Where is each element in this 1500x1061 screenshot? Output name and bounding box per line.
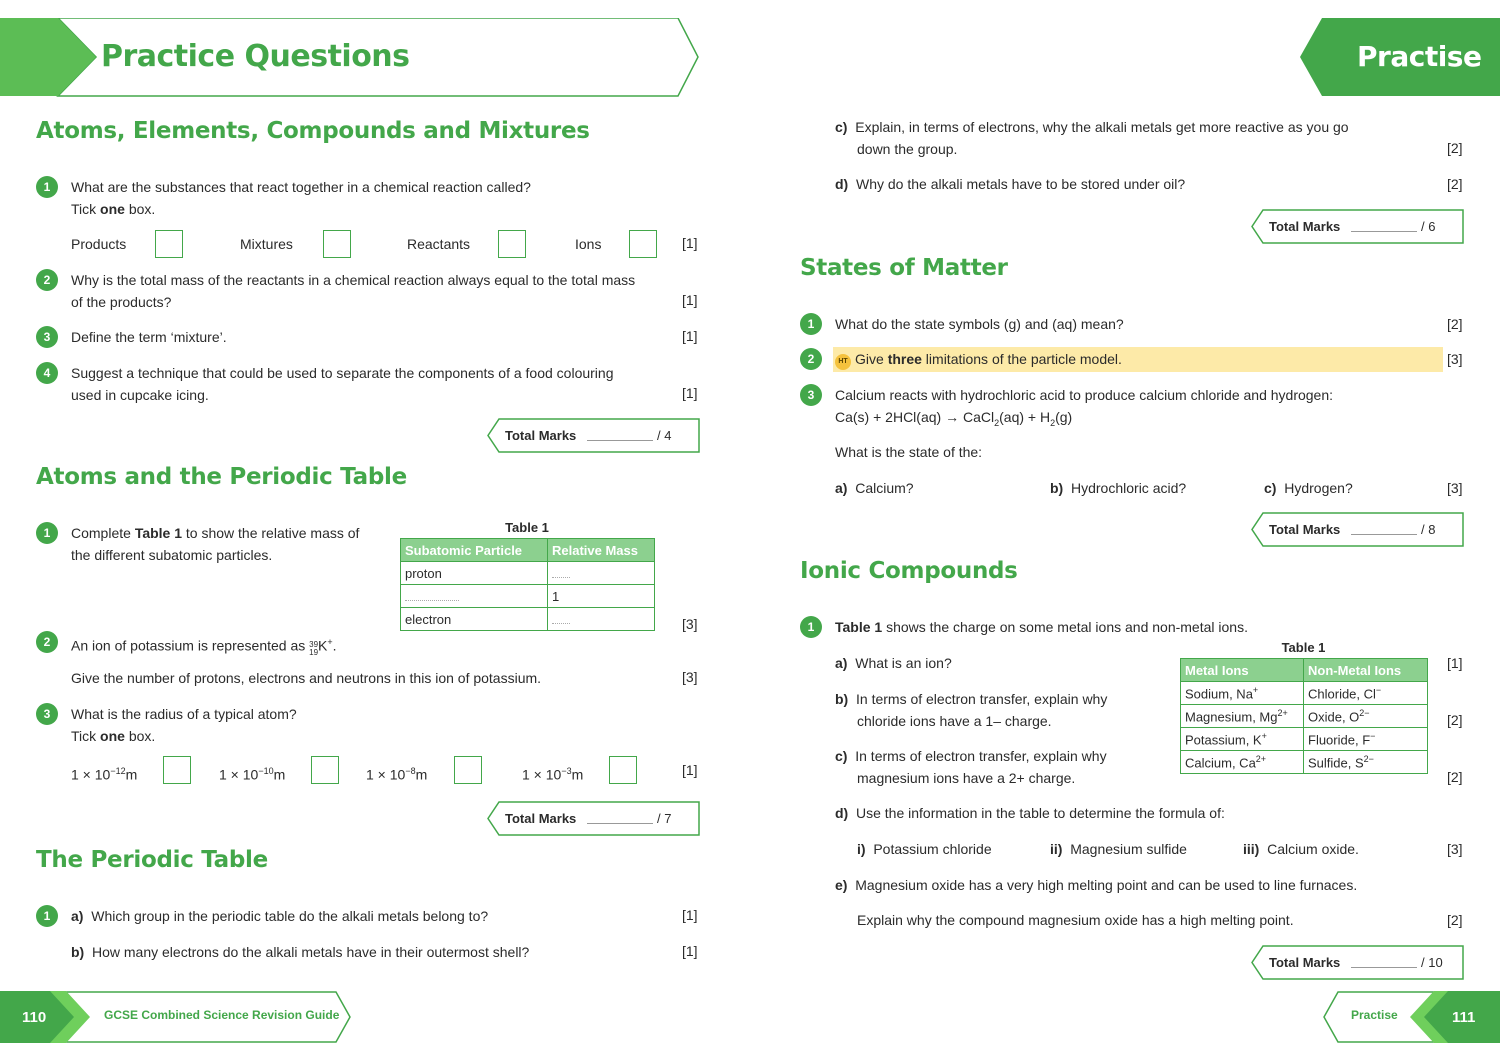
table-row <box>1181 682 1428 705</box>
question-text: d) Why do the alkali metals have to be stored under oil? <box>835 176 1186 192</box>
subatomic-table <box>400 538 655 631</box>
table-header: Subatomic Particle <box>401 539 548 562</box>
right-footer <box>1322 991 1500 1043</box>
sub-question: iii) Calcium oxide. <box>1243 841 1359 857</box>
table-cell: Sodium, Na+ <box>1181 682 1304 705</box>
table-row <box>1181 751 1428 774</box>
question-text: Suggest a technique that could be used to separate the components of a food colouring <box>71 365 614 381</box>
marks: [2] <box>1447 176 1463 192</box>
marks: [1] <box>682 235 698 251</box>
question-number: 1 <box>36 905 58 927</box>
tick-box[interactable] <box>163 756 191 784</box>
option-label: $1 \times 10^{-8}m$ <box>366 766 428 783</box>
total-marks-value: / 8 <box>1421 522 1436 537</box>
total-marks-box <box>1251 945 1464 980</box>
table-header: Metal Ions <box>1181 659 1304 682</box>
section-title: Atoms, Elements, Compounds and Mixtures <box>36 118 590 144</box>
question-number: 2 <box>36 631 58 653</box>
marks: [3] <box>1447 351 1463 367</box>
footer-label: Practise <box>1351 1008 1398 1022</box>
option-label: Products <box>71 236 127 252</box>
marks: [1] <box>682 328 698 344</box>
total-marks-label: Total Marks <box>1269 219 1341 234</box>
option-label: Mixtures <box>240 236 293 252</box>
marks: [3] <box>1447 841 1463 857</box>
question-text: Give the number of protons, electrons and neutrons in this ion of potassium. <box>71 670 542 686</box>
table-header: Relative Mass <box>548 539 655 562</box>
marks: [2] <box>1447 769 1463 785</box>
table-row <box>401 608 655 631</box>
sub-question: chloride ions have a 1– charge. <box>857 713 1052 729</box>
question-text: HT Give three limitations of the particle model. <box>835 349 1122 370</box>
table-header: Non-Metal Ions <box>1304 659 1428 682</box>
marks: [2] <box>1447 140 1463 156</box>
tick-box[interactable] <box>323 230 351 258</box>
marks: [3] <box>1447 480 1463 496</box>
table-row <box>401 562 655 585</box>
sub-question: i) Potassium chloride <box>857 841 992 857</box>
section-title: Atoms and the Periodic Table <box>36 464 407 490</box>
question-number: 4 <box>36 362 58 384</box>
marks: [2] <box>1447 912 1463 928</box>
sub-question: b) Hydrochloric acid? <box>1050 480 1187 496</box>
question-number: 3 <box>36 703 58 725</box>
sub-question: Explain why the compound magnesium oxide has a high melting point. <box>857 912 1294 928</box>
question-text: used in cupcake icing. <box>71 387 209 403</box>
table-cell: proton <box>401 562 548 585</box>
question-text: An ion of potassium is represented as 39 19K+. <box>71 637 337 657</box>
question-number: 2 <box>36 269 58 291</box>
table-cell: Oxide, $O^{2-}$ <box>1304 705 1428 728</box>
total-marks-value: / 10 <box>1421 955 1443 970</box>
tick-box[interactable] <box>498 230 526 258</box>
total-marks-box <box>1251 512 1464 547</box>
marks: [1] <box>682 762 698 778</box>
marks: [1] <box>682 907 698 923</box>
table-row <box>1181 705 1428 728</box>
sub-question: c) In terms of electron transfer, explain why <box>835 748 1107 764</box>
book-title: GCSE Combined Science Revision Guide <box>104 1008 340 1022</box>
table-row <box>401 585 655 608</box>
question-text: a) Which group in the periodic table do the alkali metals belong to? <box>71 908 489 924</box>
tick-box[interactable] <box>155 230 183 258</box>
question-text: What is the radius of a typical atom? <box>71 706 297 722</box>
table-caption: Table 1 <box>1281 640 1326 655</box>
total-marks-box <box>487 801 700 836</box>
marks: [3] <box>682 669 698 685</box>
total-marks-value: / 6 <box>1421 219 1436 234</box>
option-label: $1 \times 10^{-3}m$ <box>522 766 584 783</box>
question-number: 1 <box>36 522 58 544</box>
question-text: b) How many electrons do the alkali metals have in their outermost shell? <box>71 944 530 960</box>
section-title: The Periodic Table <box>36 847 268 873</box>
total-marks-box <box>487 418 700 453</box>
question-text: What do the state symbols (g) and (aq) mean? <box>835 316 1124 332</box>
table-cell: Chloride, Cl− <box>1304 682 1428 705</box>
question-number: 1 <box>800 313 822 335</box>
table-cell: Sulfide, $S^{2-}$ <box>1304 751 1428 774</box>
instruction-text: Tick one box. <box>71 728 156 744</box>
instruction-text: Tick one box. <box>71 201 156 217</box>
sub-question: d) Use the information in the table to determine the formula of: <box>835 805 1225 821</box>
sub-question: ii) Magnesium sulfide <box>1050 841 1187 857</box>
table-row <box>1181 728 1428 751</box>
total-marks-value: / 4 <box>657 428 672 443</box>
page-number: 111 <box>1452 1009 1476 1026</box>
page-title-right: Practise <box>1357 40 1482 73</box>
sub-question: c) Hydrogen? <box>1264 480 1353 496</box>
left-header-banner <box>0 18 700 98</box>
sub-question: a) What is an ion? <box>835 655 952 671</box>
sub-question: a) Calcium? <box>835 480 914 496</box>
ions-table <box>1180 658 1428 774</box>
section-title: Ionic Compounds <box>800 558 1018 584</box>
option-label: Reactants <box>407 236 471 252</box>
tick-box[interactable] <box>629 230 657 258</box>
option-label: $1 \times 10^{-10}m$ <box>219 766 286 783</box>
question-text: of the products? <box>71 294 172 310</box>
question-text: Table 1 shows the charge on some metal ions and non-metal ions. <box>835 619 1248 635</box>
table-cell: Fluoride, F− <box>1304 728 1428 751</box>
right-header-banner <box>1300 18 1500 98</box>
option-label: $1 \times 10^{-12}m$ <box>71 766 138 783</box>
table-cell: electron <box>401 608 548 631</box>
left-footer <box>0 991 352 1043</box>
section-title: States of Matter <box>800 255 1008 281</box>
table-cell: Magnesium, $Mg^{2+}$ <box>1181 705 1304 728</box>
sub-question: magnesium ions have a 2+ charge. <box>857 770 1076 786</box>
answer-cell[interactable] <box>548 608 655 631</box>
question-number: 3 <box>800 384 822 406</box>
page-title-left: Practice Questions <box>101 39 410 74</box>
question-number: 1 <box>36 176 58 198</box>
table-cell: Potassium, K+ <box>1181 728 1304 751</box>
higher-tier-icon: HT <box>835 354 851 370</box>
option-label: Ions <box>575 236 602 252</box>
answer-cell[interactable] <box>548 562 655 585</box>
marks: [1] <box>1447 655 1463 671</box>
table-cell: 1 <box>548 585 655 608</box>
question-text: c) Explain, in terms of electrons, why the alkali metals get more reactive as you go <box>835 119 1349 135</box>
tick-box[interactable] <box>609 756 637 784</box>
marks: [2] <box>1447 712 1463 728</box>
question-text: What is the state of the: <box>835 444 983 460</box>
sub-question: b) In terms of electron transfer, explain why <box>835 691 1108 707</box>
question-text: down the group. <box>857 141 958 157</box>
marks: [1] <box>682 943 698 959</box>
question-number: 2 <box>800 348 822 370</box>
marks: [3] <box>682 616 698 632</box>
total-marks-label: Total Marks <box>1269 955 1341 970</box>
marks: [1] <box>682 292 698 308</box>
marks: [1] <box>682 385 698 401</box>
table-cell: Calcium, $Ca^{2+}$ <box>1181 751 1304 774</box>
answer-cell[interactable] <box>401 585 548 608</box>
total-marks-label: Total Marks <box>505 428 577 443</box>
table-caption: Table 1 <box>505 520 549 535</box>
tick-box[interactable] <box>311 756 339 784</box>
question-text: Why is the total mass of the reactants in a chemical reaction always equal to the total mass <box>71 272 636 288</box>
question-text: Define the term ‘mixture’. <box>71 329 227 345</box>
page-number: 110 <box>22 1009 47 1026</box>
question-text: Complete Table 1 to show the relative mass of <box>71 525 360 541</box>
question-number: 3 <box>36 326 58 348</box>
total-marks-label: Total Marks <box>1269 522 1341 537</box>
question-number: 1 <box>800 616 822 638</box>
tick-box[interactable] <box>454 756 482 784</box>
total-marks-value: / 7 <box>657 811 672 826</box>
question-text: What are the substances that react together in a chemical reaction called? <box>71 179 531 195</box>
marks: [2] <box>1447 316 1463 332</box>
total-marks-box <box>1251 209 1464 244</box>
question-text: the different subatomic particles. <box>71 547 273 563</box>
sub-question: e) Magnesium oxide has a very high melting point and can be used to line furnaces. <box>835 877 1358 893</box>
total-marks-label: Total Marks <box>505 811 577 826</box>
question-text: Calcium reacts with hydrochloric acid to produce calcium chloride and hydrogen: <box>835 387 1334 403</box>
chemical-equation: Ca(s) + 2HCl(aq) → CaCl$_2$(aq) + $H_2(g)$ <box>835 409 1073 428</box>
